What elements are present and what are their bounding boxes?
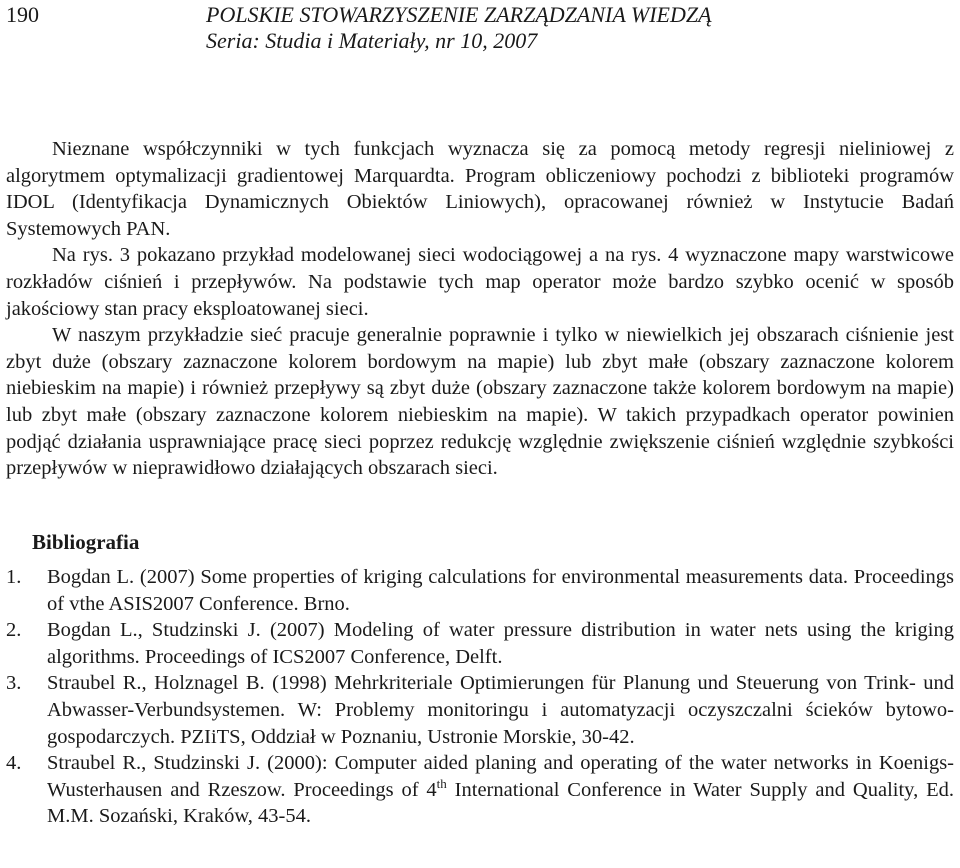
paragraph-regression: Nieznane współczynniki w tych funkcjach wyznacza się za pomocą metody regresji nieliniowej z algorytmem optymalizacji gradientowej Marquardta. Program obliczeniowy pochodzi z biblioteki programów IDOL (Identyfikacja Dynamicznych Obiektów Liniowych), opracowanej również w Instytucie Badań Systemowych PAN.	[6, 138, 954, 240]
bibliography-text-end: International Conference in Water Supply and Quality, Ed. M.M. Sozański, Kraków, 43-54.	[47, 778, 954, 828]
bibliography-heading: Bibliografia	[32, 530, 140, 554]
bibliography-text-start: Straubel R., Studzinski J. (2000): Computer aided planing and operating of the water networks in Koenigs-Wusterhausen and Rzeszow. Proceedings of 4	[47, 752, 954, 801]
bibliography-text: Bogdan L. (2007) Some properties of kriging calculations for environmental measurements data. Proceedings of vthe ASIS2007 Conference. Brno.	[47, 566, 954, 615]
bibliography-number: 1.	[6, 566, 22, 588]
body-text	[6, 136, 954, 482]
bibliography-item	[6, 564, 954, 617]
bibliography-item	[6, 750, 954, 830]
bibliography-list	[6, 564, 954, 830]
journal-series: Seria: Studia i Materiały, nr 10, 2007	[206, 28, 538, 53]
bibliography-text: Bogdan L., Studzinski J. (2007) Modeling of water pressure distribution in water nets using the kriging algorithms. Proceedings of ICS2007 Conference, Delft.	[47, 619, 954, 668]
bibliography-item	[6, 617, 954, 670]
bibliography-text: Straubel R., Holznagel B. (1998) Mehrkriteriale Optimierungen für Planung und Steuerung von Trink- und Abwasser-Verbundsystemen. W: Problemy monitoringu i automatyzacji oczyszczalni ścieków bytowo-gospodarczych. PZIiTS, Oddział w Poznaniu, Ustronie Morskie, 30-42.	[47, 672, 954, 748]
bibliography-number: 3.	[6, 672, 22, 695]
bibliography-number: 4.	[6, 752, 22, 775]
paragraph-example: W naszym przykładzie sieć pracuje generalnie poprawnie i tylko w niewielkich jej obszarach ciśnienie jest zbyt duże (obszary zaznaczone kolorem bordowym na mapie) lub zbyt małe (obszary zaznaczone kolorem niebieskim na mapie) i również przepływy są zbyt duże (obszary zaznaczone także kolorem bordowym na mapie) lub zbyt małe (obszary zaznaczone kolorem niebieskim na mapie). W takich przypadkach operator powinien podjąć działania usprawniające pracę sieci poprzez redukcję względnie zwiększenie ciśnień względnie szybkości przepływów w nieprawidłowo działających obszarach sieci.	[6, 324, 954, 480]
journal-title: POLSKIE STOWARZYSZENIE ZARZĄDZANIA WIEDZĄ	[206, 2, 712, 27]
bibliography-item	[6, 670, 954, 750]
paragraph-maps: Na rys. 3 pokazano przykład modelowanej sieci wodociągowej a na rys. 4 wyznaczone mapy warstwicowe rozkładów ciśnień i przepływów. Na podstawie tych map operator może bardzo szybko ocenić w sposób jakościowy stan pracy eksploatowanej sieci.	[6, 244, 954, 320]
ordinal-superscript: th	[436, 775, 447, 791]
page-number: 190	[6, 2, 39, 27]
bibliography-number: 2.	[6, 619, 22, 642]
